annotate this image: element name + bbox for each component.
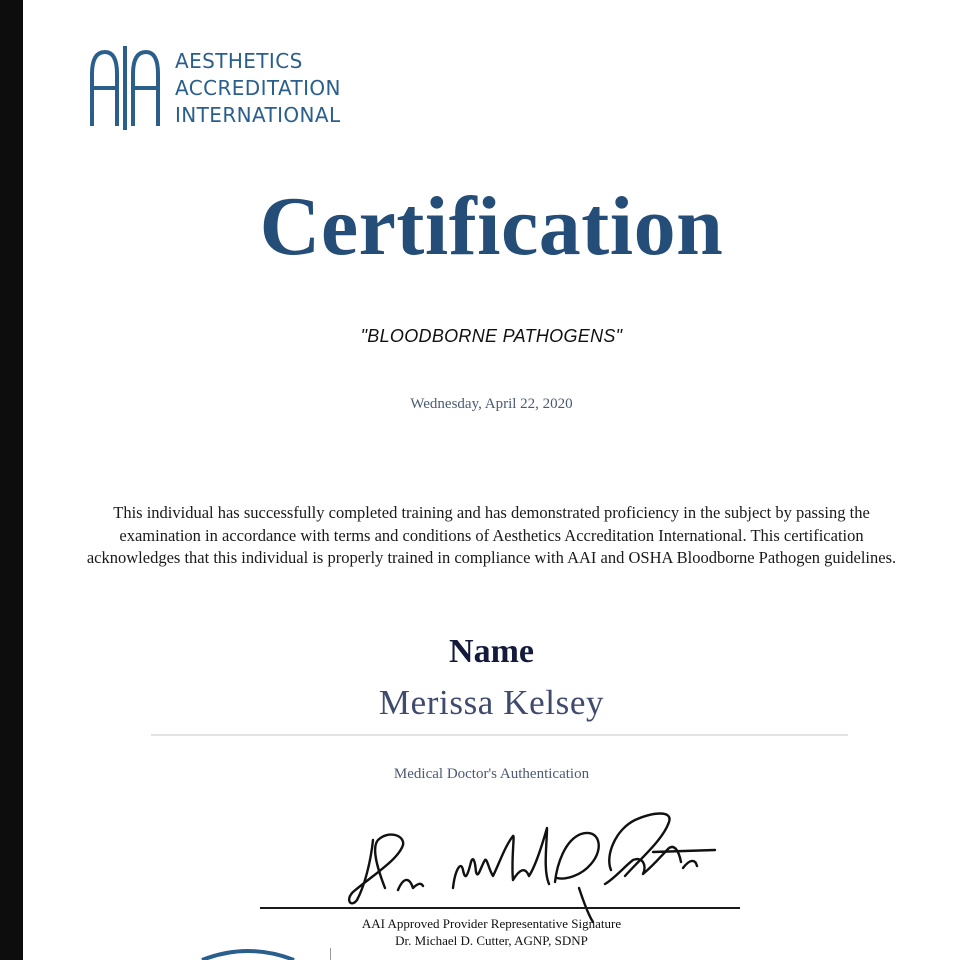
certificate-date: Wednesday, April 22, 2020 (410, 396, 573, 412)
name-underline (151, 734, 848, 736)
logo-line-1: AESTHETICS (175, 49, 303, 73)
name-heading: Name (449, 633, 534, 670)
signature-caption-name: Dr. Michael D. Cutter, AGNP, SDNP (395, 933, 588, 948)
certificate-page (23, 0, 960, 960)
certificate-title: Certification (259, 180, 724, 273)
certificate-subject: "BLOODBORNE PATHOGENS" (360, 326, 623, 346)
left-edge-bar (0, 0, 23, 960)
signature-caption (23, 915, 960, 949)
recipient-name: Merissa Kelsey (378, 683, 605, 722)
organization-name (175, 48, 341, 129)
signature-line (260, 907, 740, 909)
seal-edge (198, 948, 298, 960)
certificate-body: This individual has successfully completed training and has demonstrated proficiency in the subject by passing the examination in accordance with terms and conditions of Aesthetics Accreditation International. This certification acknowledges that this individual is properly trained in compliance with AAI and OSHA Bloodborne Pathogen guidelines. (86, 503, 897, 567)
logo-line-2: ACCREDITATION (175, 76, 341, 100)
bottom-divider (330, 948, 331, 960)
authentication-label: Medical Doctor's Authentication (393, 766, 590, 782)
aia-monogram-logo (89, 44, 161, 130)
logo-line-3: INTERNATIONAL (175, 103, 341, 127)
signature-caption-title: AAI Approved Provider Representative Signature (361, 916, 622, 931)
